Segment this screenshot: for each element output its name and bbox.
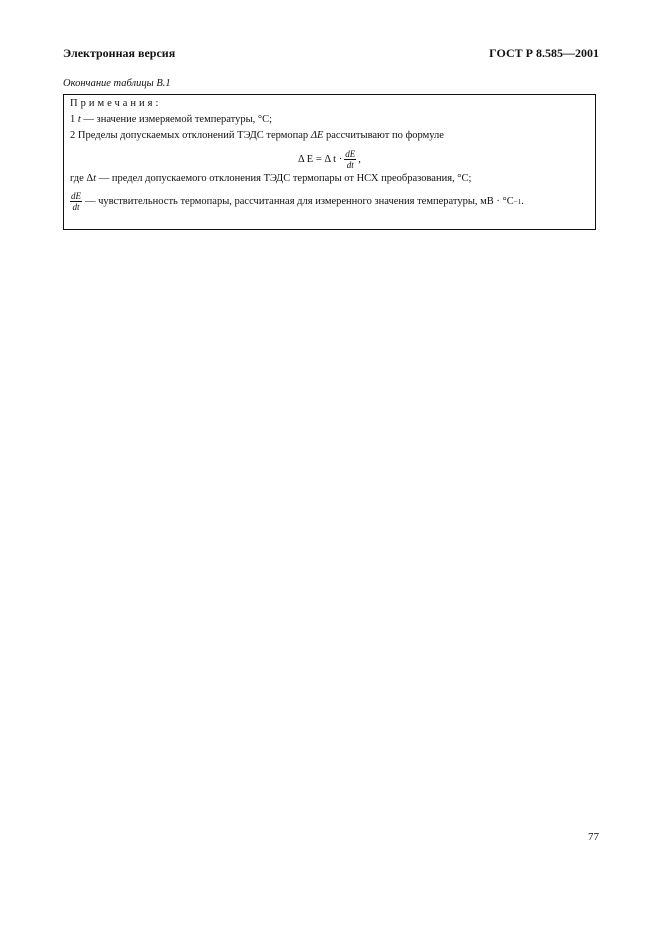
document-version-label: Электронная версия	[63, 46, 176, 60]
note-item-1-number: 1	[70, 114, 78, 125]
note-item-2-tail: рассчитывают по формуле	[323, 130, 444, 141]
formula-numerator: dE	[345, 148, 356, 159]
formula-end: ,	[358, 153, 361, 165]
standard-number: ГОСТ Р 8.585—2001	[489, 46, 599, 60]
notes-heading: Примечания:	[70, 98, 162, 109]
note-item-1	[70, 114, 272, 125]
sensitivity-fraction	[70, 191, 82, 212]
where-prefix: где Δ	[70, 173, 94, 184]
sensitivity-text: — чувствительность термопары, рассчитанная для измеренного значения температуры, мВ · °С	[85, 196, 514, 207]
note-item-2	[70, 130, 444, 141]
formula-fraction	[344, 149, 356, 170]
note-item-1-text: — значение измеряемой температуры, °С;	[80, 114, 273, 125]
note-item-2-text: 2 Пределы допускаемых отклонений ТЭДС термопар	[70, 130, 311, 141]
note-sensitivity-line	[70, 191, 524, 212]
deviation-formula	[298, 147, 361, 171]
page-number: 77	[588, 831, 599, 843]
note-item-2-variable: ΔE	[310, 130, 324, 141]
formula-lhs: Δ E = Δ t ·	[298, 153, 343, 165]
where-text: — предел допускаемого отклонения ТЭДС термопары от НСХ преобразования, °С;	[96, 173, 472, 184]
note-item-1-variable: t	[77, 114, 81, 125]
note-where-line	[70, 173, 471, 184]
table-caption: Окончание таблицы В.1	[63, 78, 171, 89]
sensitivity-exponent: −1	[513, 197, 522, 206]
sensitivity-denominator: dt	[72, 202, 80, 212]
notes-box	[63, 94, 596, 230]
where-variable: t	[93, 173, 97, 184]
formula-denominator: dt	[346, 159, 354, 170]
sensitivity-numerator: dE	[71, 191, 81, 201]
sensitivity-end: .	[521, 196, 524, 207]
